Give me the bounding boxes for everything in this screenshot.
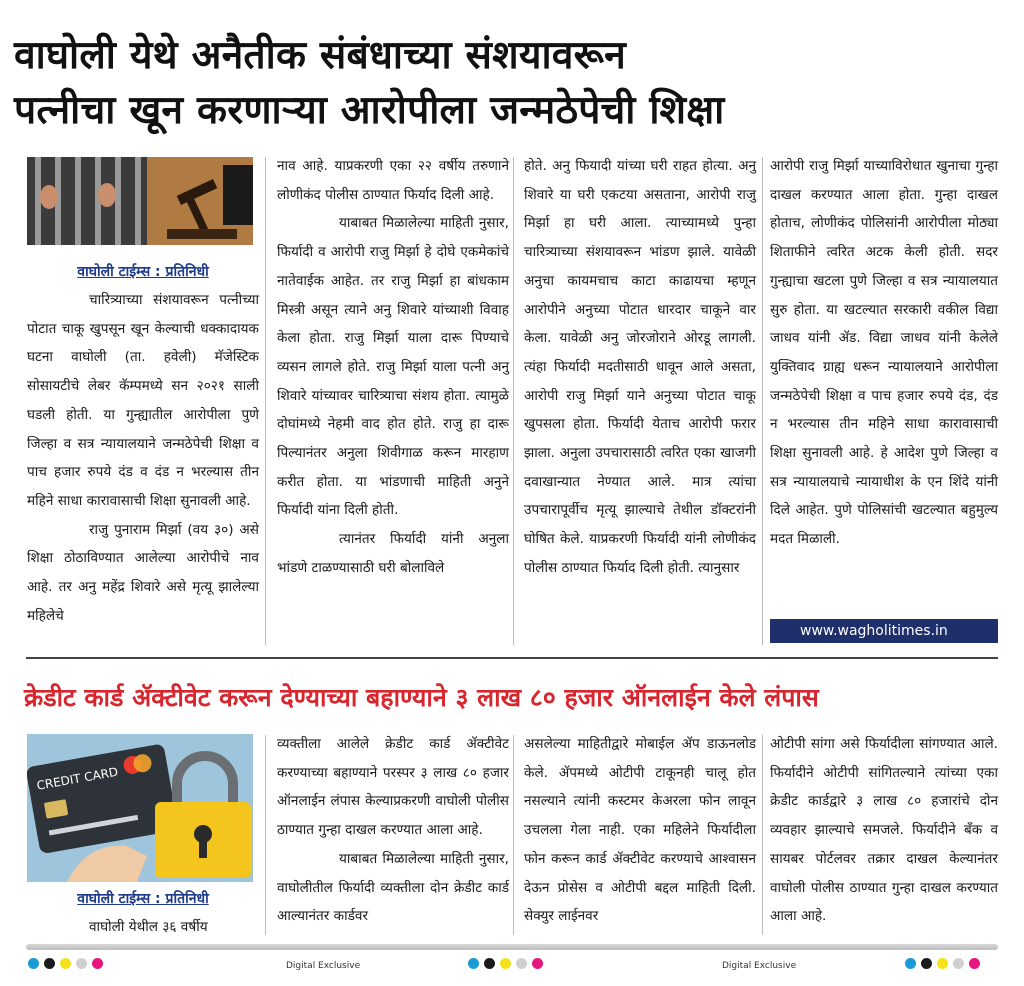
article2-col3-para-1: असलेल्या माहितीद्वारे मोबाईल ॲप डाऊनलोड केले. ॲपमध्ये ओटीपी टाकूनही चालू होत नसल्याने त्यांनी कस्टमर केअरला फोन लावून उचलला गेला नाही. एका महिलेने फिर्यादीला फोन करून कार्ड ॲक्टीवेट करण्याचे आश्वासन देऊन प्रोसेस व ओटीपी बद्दल माहिती दिली. सेक्युर लाईनवर [524,736,756,925]
column-divider [762,157,763,645]
registration-dot [937,958,948,969]
credit-card-lock-image [27,734,253,882]
article1-col1-para-2: राजु पुनाराम मिर्झा (वय ३०) असे शिक्षा ठोठाविण्यात आलेल्या आरोपीचे नाव आहे. तर अनु महेंद्र शिवारे असे मृत्यू झालेल्या महिलेचे [27,521,259,624]
column-divider [513,735,514,935]
registration-dot [484,958,495,969]
article2-column-4 [770,730,998,931]
registration-marks-right [905,958,980,969]
article2-column-3 [524,730,756,931]
article2-byline: वाघोली टाईम्स : प्रतिनिधी [77,891,209,907]
article1-column-3 [524,152,756,583]
registration-dot [969,958,980,969]
article2-column-1 [27,885,259,942]
article1-headline-line1: वाघोली येथे अनैतीक संबंधाच्या संशयावरून [14,33,626,78]
article2-col2-para-2: याबाबत मिळालेल्या माहिती नुसार, वाघोलीतील फिर्यादी व्यक्तीला दोन क्रेडीट कार्ड आल्यानंतर कार्डवर [277,850,509,925]
article1-col2-para-2: याबाबत मिळालेल्या माहिती नुसार, फिर्यादी व आरोपी राजु मिर्झा हे दोघे एकमेकांचे नातेवाईक आहेत. तर राजु मिर्झा हा बांधकाम मिस्त्री असून त्याने अनु शिवारे यांच्याशी विवाह केला होता. राजु मिर्झा याला दारू पिण्याचे व्यसन लागले होते. राजु मिर्झा याला पत्नी अनु शिवारे यांच्यावर चारित्र्याचा संशय होता. त्यामुळे दोघांमध्ये नेहमी वाद होत होते. राजु हा दारू पिल्यानंतर अनुला शिवीगाळ करून मारहाण करीत होता. या भांडणाची माहिती अनुने फिर्यादी यांना दिली होती. [277,215,509,519]
article1-col1-para-1: चारित्र्याच्या संशयावरून पत्नीच्या पोटात चाकू खुपसून खून केल्याची धक्कादायक घटना वाघोली (ता. हवेली) मॅजेस्टिक सोसायटीचे लेबर कॅम्पमध्ये सन २०२१ साली घडली होती. या गुन्ह्यातील आरोपीला पुणे जिल्हा व सत्र न्यायालयाने जन्मठेपेची शिक्षा व पाच हजार रुपये दंड व दंड न भरल्यास तीन महिने साधा कारावासाची शिक्षा सुनावली आहे. [27,292,259,509]
website-url-bar[interactable]: www.wagholitimes.in [770,619,998,643]
article1-byline: वाघोली टाईम्स : प्रतिनिधी [77,264,209,280]
article2-col1-para-1: वाघोली येथील ३६ वर्षीय [89,919,208,935]
footer-label-center: Digital Exclusive [286,961,361,971]
article1-col2-para-1: नाव आहे. याप्रकरणी एका २२ वर्षीय तरुणाने लोणीकंद पोलीस ठाण्यात फिर्याद दिली आहे. [277,158,509,203]
section-divider [26,657,998,659]
registration-dot [76,958,87,969]
registration-dot [92,958,103,969]
article2-col2-para-1: व्यक्तीला आलेले क्रेडीट कार्ड ॲक्टीवेट करण्याच्या बहाण्याने परस्पर ३ लाख ८० हजार ऑनलाईन लंपास केल्याप्रकरणी वाघोली पोलीस ठाण्यात गुन्हा दाखल करण्यात आला आहे. [277,736,509,839]
column-divider [762,735,763,935]
column-divider [513,157,514,645]
registration-marks-center [468,958,543,969]
registration-dot [532,958,543,969]
article1-col4-para-1: आरोपी राजु मिर्झा याच्याविरोधात खुनाचा गुन्हा दाखल करण्यात आला होता. गुन्हा दाखल होताच, लोणीकंद पोलिसांनी आरोपीला मोठ्या शिताफीने त्वरित अटक केली होती. सदर गुन्ह्याचा खटला पुणे जिल्हा व सत्र न्यायालयात सुरु होता. या खटल्यात सरकारी वकील विद्या जाधव यांनी ॲड. विद्या जाधव यांनी केलेले युक्तिवाद ग्राह्य धरून न्यायालयाने आरोपीला जन्मठेपेची शिक्षा व पाच हजार रुपये दंड, दंड न भरल्यास तीन महिने साधा कारावासाची शिक्षा सुनावली आहे. हे आदेश पुणे जिल्हा व सत्र न्यायालयाचे न्यायाधीश के एन शिंदे यांनी दिले आहेत. पुणे पोलिसांची खटल्यात बहुमुल्य मदत मिळाली. [770,158,998,548]
registration-dot [905,958,916,969]
article1-column-2 [277,152,509,583]
footer-label-right: Digital Exclusive [722,961,797,971]
registration-dot [921,958,932,969]
registration-dot [500,958,511,969]
column-divider [265,735,266,935]
column-divider [265,157,266,645]
registration-dot [28,958,39,969]
article2-headline: क्रेडीट कार्ड ॲक्टीवेट करून देण्याच्या बहाण्याने ३ लाख ८० हजार ऑनलाईन केले लंपास [24,683,819,712]
article2-col4-para-1: ओटीपी सांगा असे फिर्यादीला सांगण्यात आले. फिर्यादीने ओटीपी सांगितल्याने त्यांच्या एका क्रेडीट कार्डद्वारे ३ लाख ८० हजारांचे दोन व्यवहार झाल्याचे समजले. फिर्यादीने बँक व सायबर पोर्टलवर तक्रार दाखल केल्यानंतर वाघोली पोलीस ठाण्यात गुन्हा दाखल करण्यात आला आहे. [770,736,998,925]
registration-dot [44,958,55,969]
article1-column-4 [770,152,998,554]
registration-dot [953,958,964,969]
article1-col2-para-3: त्यानंतर फिर्यादी यांनी अनुला भांडणे टाळण्यासाठी घरी बोलाविले [277,531,509,576]
jail-gavel-image [27,157,253,245]
credit-card-label: CREDIT CARD [35,764,120,793]
article1-col3-para-1: होते. अनु फियादी यांच्या घरी राहत होत्या. अनु शिवारे या घरी एकटया असताना, आरोपी राजु मिर्झा हा घरी आला. त्याच्यामध्ये पुन्हा चारित्र्याच्या संशयावरून भांडण झाले. यावेळी अनुचा कायमचाच काटा काढायचा म्हणून आरोपीने अनुच्या पोटात धारदार चाकूने वार केला. यावेळी अनु जोरजोराने ओरडू लागली. त्यंहा फिर्यादी मदतीसाठी धावून आले असता, आरोपी राजु मिर्झा याने अनुच्या पोटात चाकू खुपसला होता. फिर्यादी येताच आरोपी फरार झाला. अनुला उपचारासाठी त्वरित एका खाजगी दवाखान्यात नेण्यात आले. मात्र त्यांचा उपचारापूर्वीच मृत्यू झाल्याचे तेथील डॉक्टरांनी घोषित केले. याप्रकरणी फिर्यादी यांनी लोणीकंद पोलीस ठाण्यात फिर्याद दिली होती. त्यानुसार [524,158,756,576]
article2-column-2 [277,730,509,931]
article1-column-1 [27,258,259,630]
registration-dot [468,958,479,969]
footer-bar [26,944,998,950]
article1-headline-line2: पत्नीचा खून करणाऱ्या आरोपीला जन्मठेपेची शिक्षा [14,88,725,133]
registration-marks-left [28,958,103,969]
registration-dot [60,958,71,969]
registration-dot [516,958,527,969]
